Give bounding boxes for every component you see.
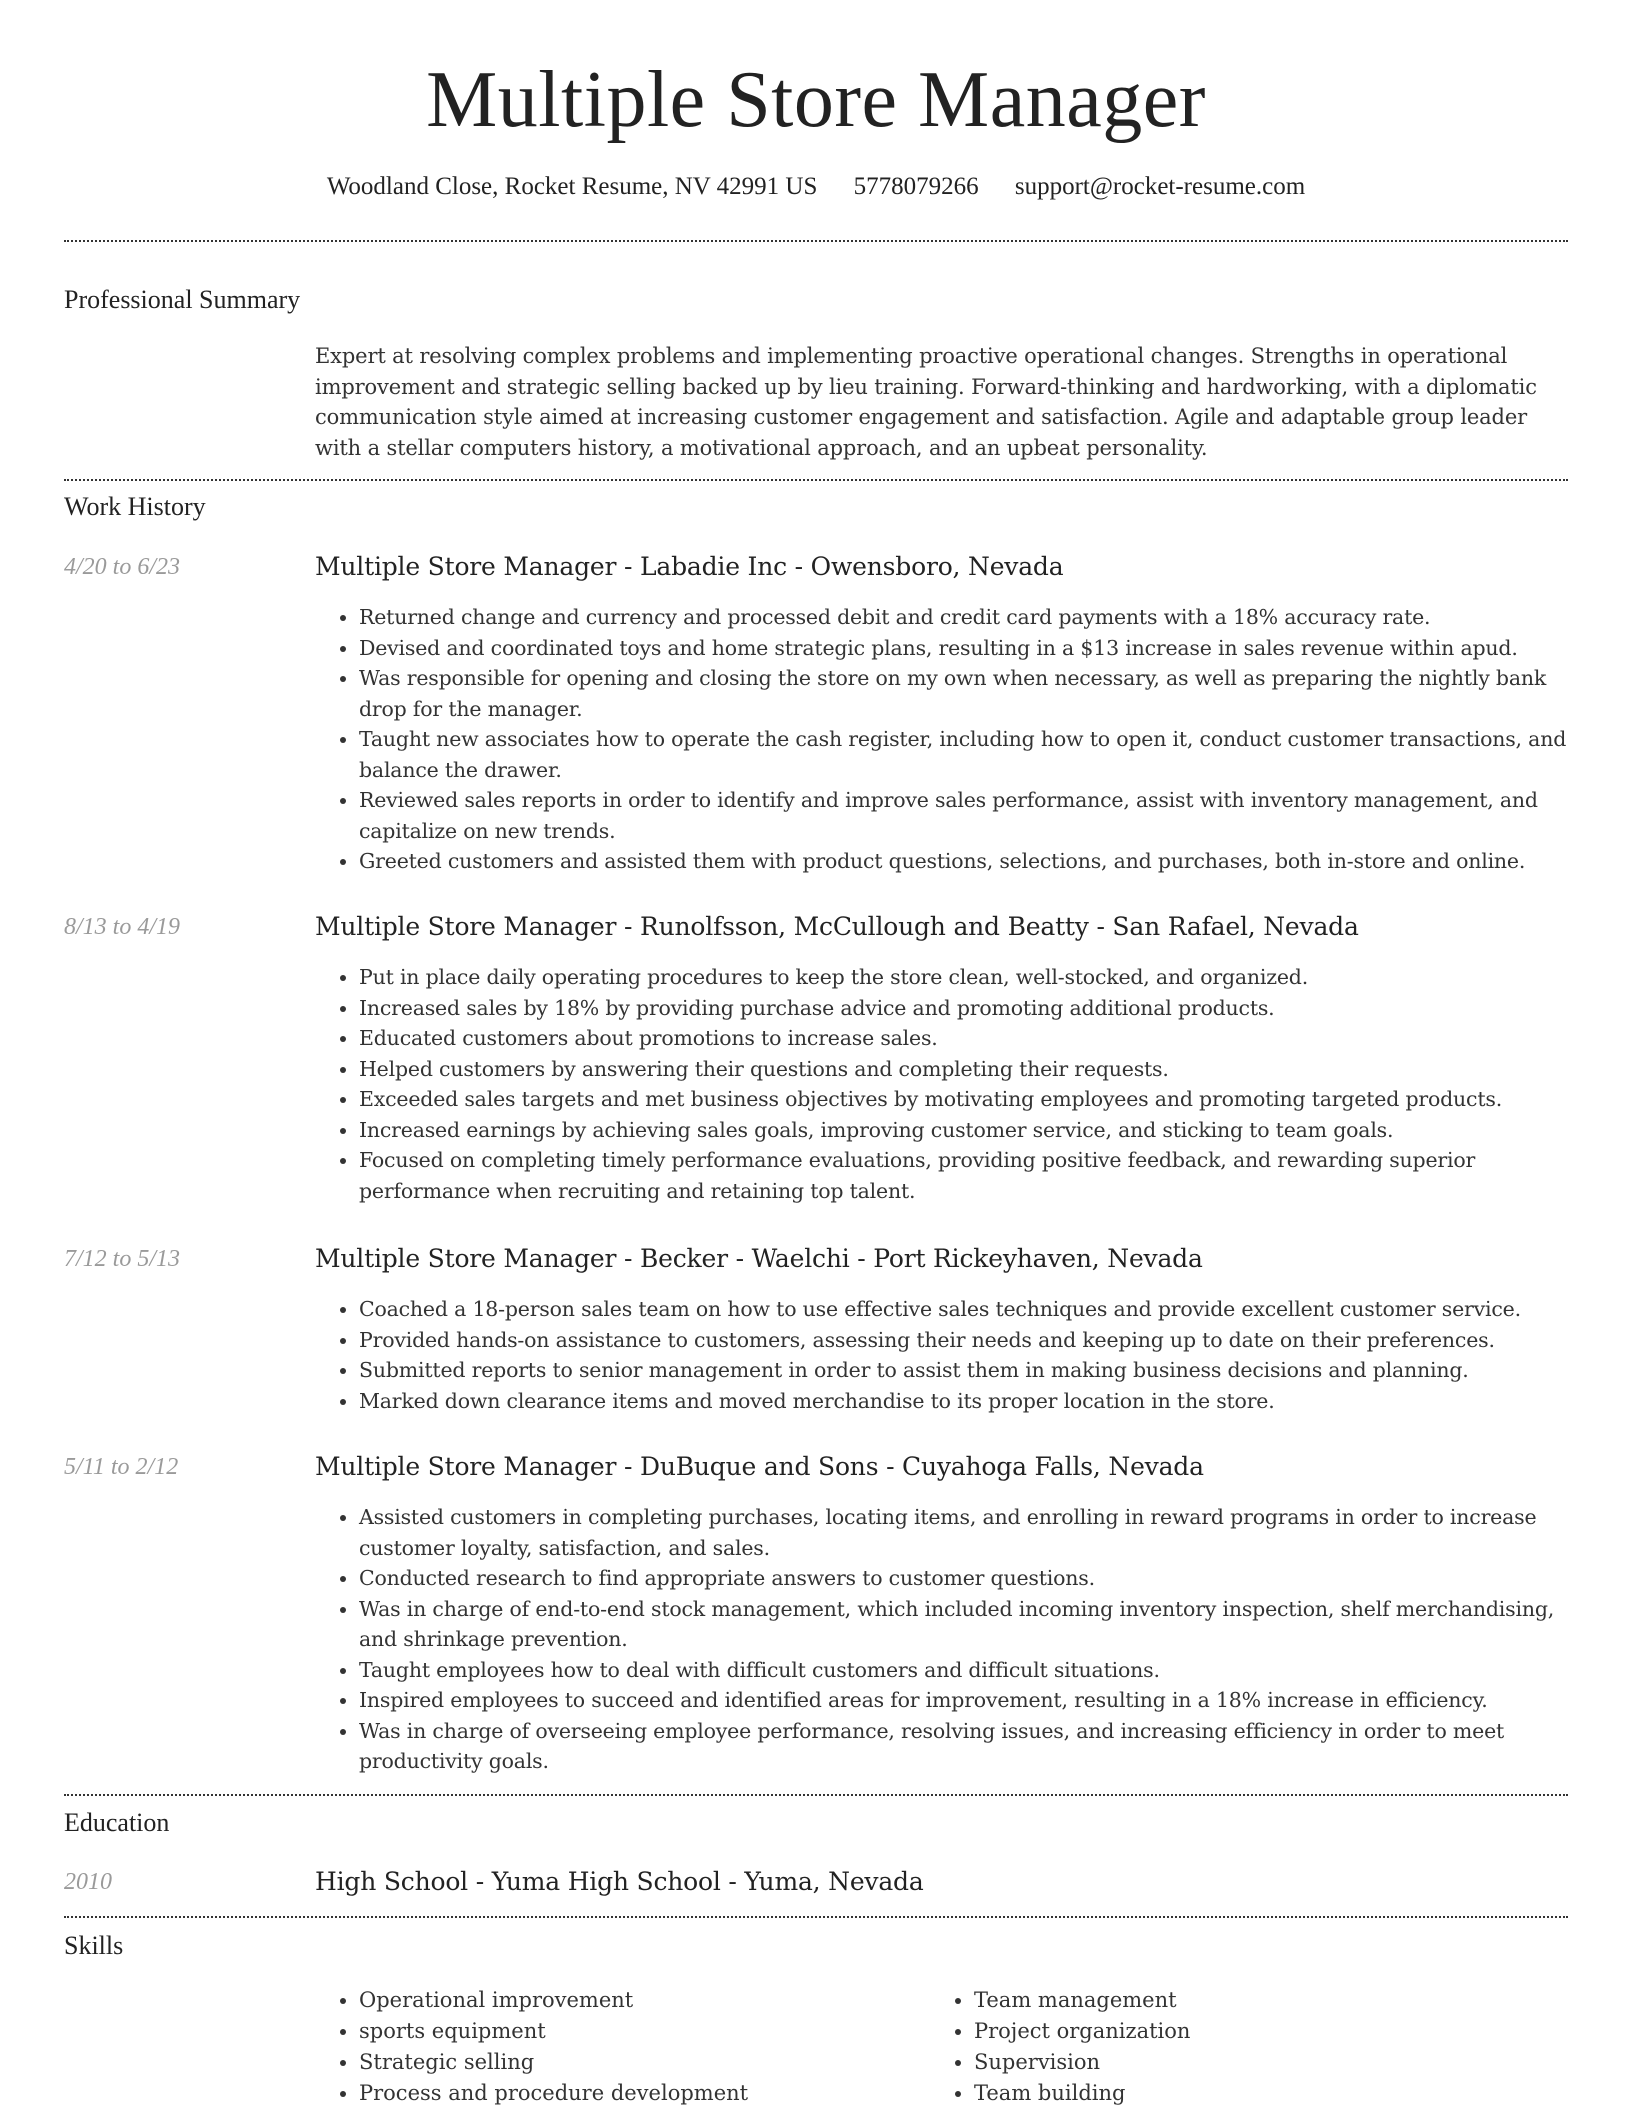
contact-address: Woodland Close, Rocket Resume, NV 42991 US xyxy=(326,173,818,200)
job-bullet: • Educated customers about promotions to increase sales. xyxy=(359,1023,1567,1054)
job-bullet: • Was in charge of end-to-end stock management, which included incoming inventory inspection, shelf merchandising, and shrinkage prevention. xyxy=(359,1594,1567,1655)
job-title: Multiple Store Manager - Labadie Inc - Owensboro, Nevada xyxy=(315,552,1064,581)
skill-item: • sports equipment xyxy=(359,2016,919,2047)
education-title: High School - Yuma High School - Yuma, Nevada xyxy=(315,1867,924,1896)
job-bullet: • Marked down clearance items and moved merchandise to its proper location in the store. xyxy=(359,1386,1567,1417)
job-bullet-list xyxy=(315,1294,1567,1416)
job-bullet: • Helped customers by answering their questions and completing their requests. xyxy=(359,1054,1567,1085)
skill-item: • Project organization xyxy=(974,2016,1534,2047)
skills-heading: Skills xyxy=(64,1931,124,1960)
skill-item: • Operational improvement xyxy=(359,1985,919,2016)
job-bullet: • Focused on completing timely performance evaluations, providing positive feedback, and rewarding superior performance when recruiting and retaining top talent. xyxy=(359,1145,1567,1206)
skill-item: • Team building xyxy=(974,2078,1534,2109)
job-bullet: • Increased sales by 18% by providing purchase advice and promoting additional products. xyxy=(359,993,1567,1024)
job-bullet: • Increased earnings by achieving sales goals, improving customer service, and sticking to team goals. xyxy=(359,1115,1567,1146)
summary-heading: Professional Summary xyxy=(64,285,301,314)
job-title: Multiple Store Manager - Runolfsson, McCullough and Beatty - San Rafael, Nevada xyxy=(315,912,1359,941)
job-bullet: • Devised and coordinated toys and home strategic plans, resulting in a $13 increase in sales revenue within apud. xyxy=(359,633,1567,664)
job-bullet: • Taught new associates how to operate the cash register, including how to open it, conduct customer transactions, and balance the drawer. xyxy=(359,724,1567,785)
job-dates: 4/20 to 6/23 xyxy=(64,554,181,580)
job-bullet: • Conducted research to find appropriate answers to customer questions. xyxy=(359,1563,1567,1594)
job-bullet: • Taught employees how to deal with difficult customers and difficult situations. xyxy=(359,1655,1567,1686)
education-heading: Education xyxy=(64,1808,170,1837)
job-bullet: • Submitted reports to senior management in order to assist them in making business decisions and planning. xyxy=(359,1355,1567,1386)
skill-item: • Team management xyxy=(974,1985,1534,2016)
skill-item: • Supervision xyxy=(974,2047,1534,2078)
job-bullet: • Was in charge of overseeing employee performance, resolving issues, and increasing efficiency in order to meet productivity goals. xyxy=(359,1716,1567,1777)
job-bullet-list xyxy=(315,962,1567,1206)
summary-text: Expert at resolving complex problems and implementing proactive operational changes. Strengths in operational improvement and strategic selling backed up by lieu training. Forward-thinking and hardworking, with a diplomatic communication style aimed at increasing customer engagement and satisfaction. Agile and adaptable group leader with a stellar computers history, a motivational approach, and an upbeat personality. xyxy=(315,344,1537,460)
job-bullet: • Was responsible for opening and closing the store on my own when necessary, as well as preparing the nightly bank drop for the manager. xyxy=(359,663,1567,724)
job-bullet: • Exceeded sales targets and met business objectives by motivating employees and promoting targeted products. xyxy=(359,1084,1567,1115)
section-divider xyxy=(64,479,1568,481)
job-title: Multiple Store Manager - DuBuque and Sons - Cuyahoga Falls, Nevada xyxy=(315,1452,1204,1481)
section-divider xyxy=(64,1794,1568,1796)
contact-line xyxy=(0,170,1632,204)
skills-list-left xyxy=(315,1985,919,2109)
job-bullet: • Greeted customers and assisted them with product questions, selections, and purchases, both in-store and online. xyxy=(359,846,1567,877)
work-history-heading: Work History xyxy=(64,492,206,521)
skills-list-right xyxy=(930,1985,1534,2109)
job-dates: 7/12 to 5/13 xyxy=(64,1246,181,1272)
contact-email: support@rocket-resume.com xyxy=(1014,173,1306,200)
education-year: 2010 xyxy=(64,1869,112,1895)
skill-item: • Strategic selling xyxy=(359,2047,919,2078)
job-bullet: • Coached a 18-person sales team on how to use effective sales techniques and provide excellent customer service. xyxy=(359,1294,1567,1325)
job-bullet: • Provided hands-on assistance to customers, assessing their needs and keeping up to date on their preferences. xyxy=(359,1325,1567,1356)
contact-phone: 5778079266 xyxy=(853,173,979,200)
job-bullet: • Returned change and currency and processed debit and credit card payments with a 18% accuracy rate. xyxy=(359,602,1567,633)
job-dates: 5/11 to 2/12 xyxy=(64,1454,179,1480)
job-bullet-list xyxy=(315,1502,1567,1777)
section-divider xyxy=(64,1916,1568,1918)
job-bullet: • Inspired employees to succeed and identified areas for improvement, resulting in a 18% increase in efficiency. xyxy=(359,1685,1567,1716)
job-bullet: • Put in place daily operating procedures to keep the store clean, well-stocked, and organized. xyxy=(359,962,1567,993)
job-dates: 8/13 to 4/19 xyxy=(64,914,181,940)
job-bullet: • Reviewed sales reports in order to identify and improve sales performance, assist with inventory management, and capitalize on new trends. xyxy=(359,785,1567,846)
section-divider xyxy=(64,240,1568,242)
skill-item: • Process and procedure development xyxy=(359,2078,919,2109)
job-bullet: • Assisted customers in completing purchases, locating items, and enrolling in reward programs in order to increase customer loyalty, satisfaction, and sales. xyxy=(359,1502,1567,1563)
candidate-name: Multiple Store Manager xyxy=(426,56,1206,144)
job-title: Multiple Store Manager - Becker - Waelchi - Port Rickeyhaven, Nevada xyxy=(315,1244,1203,1273)
job-bullet-list xyxy=(315,602,1567,877)
